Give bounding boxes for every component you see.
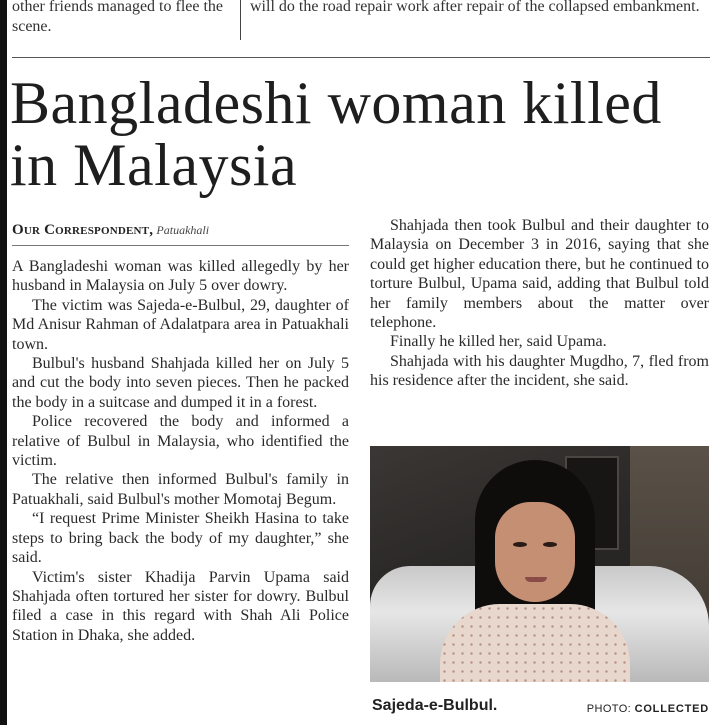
paragraph: Police recovered the body and informed a relative of Bulbul in Malaysia, who identified the victim. <box>12 413 349 470</box>
article-column-left <box>12 257 349 645</box>
byline-rule <box>12 245 349 246</box>
photo-credit <box>578 703 709 715</box>
paragraph: Shahjada with his daughter Mugdho, 7, fled from his residence after the incident, she said. <box>370 352 709 390</box>
paragraph: The victim was Sajeda-e-Bulbul, 29, daughter of Md Anisur Rahman of Adalatpara area in Patuakhali town. <box>12 296 349 353</box>
column-divider <box>240 0 241 40</box>
previous-article-left-text: other friends managed to flee the scene. <box>12 0 224 35</box>
photo-caption: Sajeda-e-Bulbul. <box>372 697 498 714</box>
photo-eye <box>513 542 527 547</box>
byline-place: Patuakhali <box>156 223 210 237</box>
scan-edge <box>0 0 7 725</box>
photo-credit-prefix: PHOTO: <box>586 703 632 715</box>
paragraph: Bulbul's husband Shahjada killed her on July 5 and cut the body into seven pieces. Then he packed the body in a suitcase and dumped it in a forest. <box>12 355 349 411</box>
paragraph: A Bangladeshi woman was killed allegedly by her husband in Malaysia on July 5 over dowry. <box>12 258 349 295</box>
photo-mouth <box>525 577 547 582</box>
article-headline: Bangladeshi woman killed in Malaysia <box>10 70 662 198</box>
paragraph: Shahjada then took Bulbul and their daughter to Malaysia on December 3 in 2016, saying that she could get higher education there, but he continued to torture Bulbul, Upama said, adding that Bulbul told her family members about the matter over telephone. <box>370 217 709 332</box>
photo-shirt <box>440 604 630 682</box>
victim-photo <box>370 446 709 682</box>
photo-credit-source: COLLECTED <box>634 703 709 715</box>
previous-article-right-text: will do the road repair work after repair of the collapsed embankment. <box>250 0 700 15</box>
section-rule <box>12 57 710 58</box>
photo-face <box>495 502 575 602</box>
article-column-right <box>370 216 709 391</box>
byline <box>12 222 209 239</box>
paragraph: The relative then informed Bulbul's family in Patuakhali, said Bulbul's mother Momotaj Begum. <box>12 471 349 508</box>
photo-eye <box>543 542 557 547</box>
byline-author: Our Correspondent, <box>12 222 154 238</box>
paragraph: Finally he killed her, said Upama. <box>390 333 607 351</box>
paragraph: Victim's sister Khadija Parvin Upama said Shahjada often tortured her sister for dowry. Bulbul filed a case in this regard with Shah Ali Police Station in Dhaka, she added. <box>12 568 349 644</box>
paragraph: “I request Prime Minister Sheikh Hasina to take steps to bring back the body of my daughter,” she said. <box>12 510 349 567</box>
